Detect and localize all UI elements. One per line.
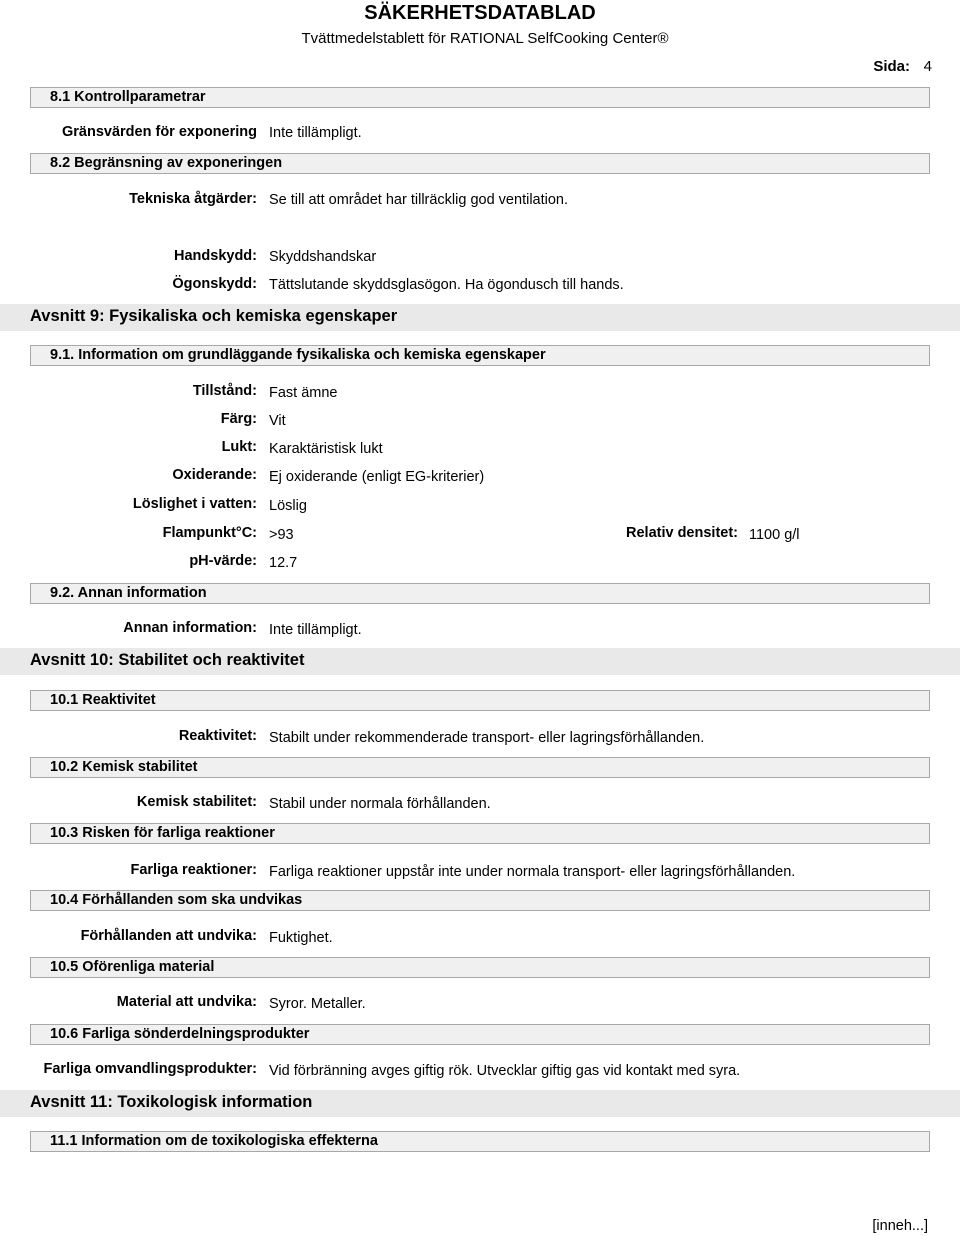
subsection-8-1-header [30, 87, 930, 108]
page-label: Sida: [873, 58, 910, 75]
chemical-stability-value: Stabil under normala förhållanden. [269, 796, 491, 812]
document-subtitle: Tvättmedelstablett för RATIONAL SelfCooking Center® [301, 30, 669, 47]
hazardous-reactions-value: Farliga reaktioner uppstår inte under normala transport- eller lagringsförhållanden. [269, 864, 796, 880]
eye-protection-value: Tättslutande skyddsglasögon. Ha ögondusch till hands. [269, 277, 624, 293]
conditions-to-avoid-value: Fuktighet. [269, 930, 333, 946]
page-number: 4 [923, 58, 932, 75]
chemical-stability-label: Kemisk stabilitet: [136, 794, 257, 810]
conditions-to-avoid-label: Förhållanden att undvika: [80, 928, 257, 944]
decomposition-products-label: Farliga omvandlingsprodukter: [43, 1061, 257, 1077]
other-information-label: Annan information: [123, 620, 257, 636]
other-information-value: Inte tillämpligt. [269, 622, 362, 638]
subsection-10-4-title: 10.4 Förhållanden som ska undvikas [50, 892, 303, 908]
subsection-10-1-header [30, 690, 930, 711]
technical-measures-label: Tekniska åtgärder: [129, 191, 257, 207]
section-10-title: Avsnitt 10: Stabilitet och reaktivitet [30, 651, 305, 669]
section-11-title: Avsnitt 11: Toxikologisk information [30, 1093, 313, 1111]
relative-density-label: Relativ densitet: [626, 525, 738, 541]
state-label: Tillstånd: [192, 383, 257, 399]
odour-label: Lukt: [221, 439, 257, 455]
subsection-10-5-title: 10.5 Oförenliga material [50, 959, 215, 975]
oxidising-label: Oxiderande: [172, 467, 257, 483]
section-9-title: Avsnitt 9: Fysikaliska och kemiska egenskaper [30, 307, 398, 325]
continued-marker: [inneh...] [872, 1218, 928, 1234]
state-value: Fast ämne [269, 385, 338, 401]
subsection-8-2-header [30, 153, 930, 174]
section-10-header [0, 648, 960, 675]
subsection-10-3-header [30, 823, 930, 844]
hand-protection-value: Skyddshandskar [269, 249, 377, 265]
relative-density-value: 1100 g/l [749, 527, 800, 543]
incompatible-materials-value: Syror. Metaller. [269, 996, 366, 1012]
eye-protection-label: Ögonskydd: [172, 276, 257, 292]
reactivity-label: Reaktivitet: [178, 728, 257, 744]
flash-point-value: >93 [269, 527, 294, 543]
exposure-limits-label: Gränsvärden för exponering [62, 124, 257, 140]
subsection-10-2-header [30, 757, 930, 778]
subsection-10-6-header [30, 1024, 930, 1045]
exposure-limits-value: Inte tillämpligt. [269, 125, 362, 141]
color-label: Färg: [220, 411, 257, 427]
solubility-label: Löslighet i vatten: [132, 496, 257, 512]
subsection-8-1-title: 8.1 Kontrollparametrar [50, 89, 206, 105]
section-9-header [0, 304, 960, 331]
subsection-10-3-title: 10.3 Risken för farliga reaktioner [50, 825, 275, 841]
reactivity-value: Stabilt under rekommenderade transport- eller lagringsförhållanden. [269, 730, 705, 746]
subsection-11-1-title: 11.1 Information om de toxikologiska effekterna [50, 1133, 378, 1149]
subsection-8-2-title: 8.2 Begränsning av exponeringen [50, 155, 283, 171]
subsection-10-4-header [30, 890, 930, 911]
subsection-10-6-title: 10.6 Farliga sönderdelningsprodukter [50, 1026, 310, 1042]
flash-point-label: Flampunkt°C: [162, 525, 257, 541]
subsection-10-5-header [30, 957, 930, 978]
subsection-9-2-title: 9.2. Annan information [50, 585, 207, 601]
subsection-10-2-title: 10.2 Kemisk stabilitet [50, 759, 198, 775]
ph-value: 12.7 [269, 555, 298, 571]
hand-protection-label: Handskydd: [174, 248, 257, 264]
solubility-value: Löslig [269, 498, 307, 514]
oxidising-value: Ej oxiderande (enligt EG-kriterier) [269, 469, 485, 485]
ph-label: pH-värde: [189, 553, 257, 569]
document-title: SÄKERHETSDATABLAD [364, 2, 596, 24]
subsection-10-1-title: 10.1 Reaktivitet [50, 692, 156, 708]
technical-measures-value: Se till att området har tillräcklig god ventilation. [269, 192, 569, 208]
subsection-11-1-header [30, 1131, 930, 1152]
section-11-header [0, 1090, 960, 1117]
subsection-9-1-title: 9.1. Information om grundläggande fysikaliska och kemiska egenskaper [50, 347, 546, 363]
subsection-9-1-header [30, 345, 930, 366]
decomposition-products-value: Vid förbränning avges giftig rök. Utvecklar giftig gas vid kontakt med syra. [269, 1063, 741, 1079]
incompatible-materials-label: Material att undvika: [116, 994, 257, 1010]
subsection-9-2-header [30, 583, 930, 604]
odour-value: Karaktäristisk lukt [269, 441, 383, 457]
hazardous-reactions-label: Farliga reaktioner: [130, 862, 257, 878]
color-value: Vit [269, 413, 286, 429]
